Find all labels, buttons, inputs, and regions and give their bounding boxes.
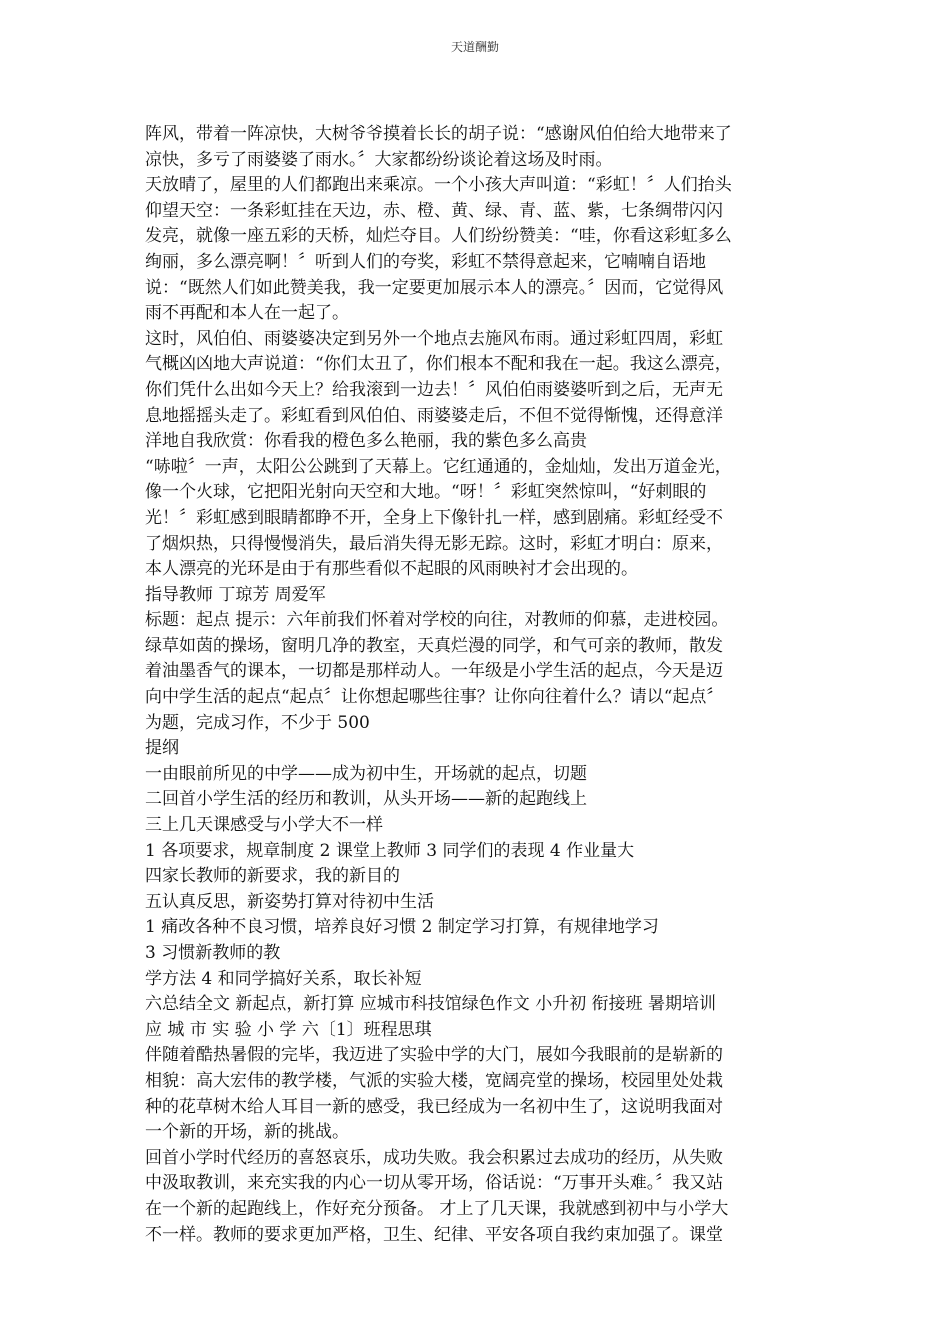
text-line: 仰望天空：一条彩虹挂在天边，赤、橙、黄、绿、青、蓝、紫，七条绸带闪闪 bbox=[145, 200, 723, 221]
text-line: 像一个火球，它把阳光射向天空和大地。“呀！〞彩虹突然惊叫，“好刺眼的 bbox=[145, 482, 707, 503]
text-line: 种的花草树木给人耳目一新的感受，我已经成为一名初中生了，这说明我面对 bbox=[145, 1096, 723, 1117]
text-line: “哧啦〞一声，太阳公公跳到了天幕上。它红通通的，金灿灿，发出万道金光， bbox=[145, 456, 732, 477]
text-line: 着油墨香气的课本，一切都是那样动人。一年级是小学生活的起点，今天是迈 bbox=[145, 661, 723, 682]
text-line: 伴随着酷热暑假的完毕，我迈进了实验中学的大门，展如今我眼前的是崭新的 bbox=[145, 1045, 723, 1066]
text-line: 中汲取教训，来充实我的内心一切从零开场，俗话说：“万事开头难。〞我又站 bbox=[145, 1173, 724, 1194]
text-line: 光！〞彩虹感到眼睛都睁不开，全身上下像针扎一样，感到剧痛。彩虹经受不 bbox=[145, 507, 723, 528]
text-line: 向中学生活的起点“起点〞让你想起哪些往事？让你向往着什么？请以“起点〞 bbox=[145, 687, 724, 708]
text-line: 六总结全文 新起点，新打算 应城市科技馆绿色作文 小升初 衔接班 暑期培训 bbox=[145, 994, 717, 1015]
text-line: 提纲 bbox=[145, 738, 179, 759]
text-line: 不一样。教师的要求更加严格，卫生、纪律、平安各项自我约束加强了。课堂 bbox=[145, 1224, 723, 1245]
text-line: 学方法 4 和同学搞好关系，取长补短 bbox=[145, 968, 422, 989]
text-line: 标题：起点 提示：六年前我们怀着对学校的向往，对教师的仰慕，走进校园。 bbox=[145, 610, 729, 631]
text-line: 了烟炽热，只得慢慢消失，最后消失得无影无踪。这时，彩虹才明白：原来， bbox=[145, 533, 723, 554]
text-line: 雨不再配和本人在一起了。 bbox=[145, 303, 349, 324]
text-line: 绚丽，多么漂亮啊！〞听到人们的夸奖，彩虹不禁得意起来，它喃喃自语地 bbox=[145, 251, 706, 272]
text-line: 3 习惯新教师的教 bbox=[145, 943, 281, 963]
text-line: 阵风，带着一阵凉快，大树爷爷摸着长长的胡子说：“感谢风伯伯给大地带来了 bbox=[145, 124, 732, 144]
text-line: 相貌：高大宏伟的教学楼，气派的实验大楼，宽阔亮堂的操场，校园里处处栽 bbox=[145, 1070, 723, 1091]
text-line: 你们凭什么出如今天上？给我滚到一边去！〞风伯伯雨婆婆听到之后，无声无 bbox=[145, 379, 723, 400]
text-line: 为题，完成习作，不少于 500 bbox=[145, 712, 370, 733]
text-line: 天放晴了，屋里的人们都跑出来乘凉。一个小孩大声叫道：“彩虹！〞人们抬头 bbox=[145, 175, 732, 196]
text-line: 这时，风伯伯、雨婆婆决定到另外一个地点去施风布雨。通过彩虹四周，彩虹 bbox=[145, 328, 723, 349]
text-line: 息地摇摇头走了。彩虹看到风伯伯、雨婆婆走后，不但不觉得惭愧，还得意洋 bbox=[145, 405, 723, 426]
text-line: 洋地自我欣赏：你看我的橙色多么艳丽，我的紫色多么高贵 bbox=[145, 431, 587, 452]
text-line: 本人漂亮的光环是由于有那些看似不起眼的风雨映衬才会出现的。 bbox=[145, 559, 638, 580]
text-line: 一由眼前所见的中学——成为初中生，开场就的起点，切题 bbox=[145, 763, 587, 784]
text-line: 应 城 市 实 验 小 学 六〔1〕班程思琪 bbox=[145, 1019, 432, 1040]
text-line: 1 痛改各种不良习惯，培养良好习惯 2 制定学习打算，有规律地学习 bbox=[145, 917, 659, 938]
document-body bbox=[145, 122, 817, 1248]
text-line: 二回首小学生活的经历和教训，从头开场——新的起跑线上 bbox=[145, 789, 587, 810]
text-line: 四家长教师的新要求，我的新目的 bbox=[145, 866, 400, 887]
text-line: 一个新的开场，新的挑战。 bbox=[145, 1122, 349, 1143]
text-line: 气概凶凶地大声说道：“你们太丑了，你们根本不配和我在一起。我这么漂亮， bbox=[145, 354, 732, 375]
text-line: 三上几天课感受与小学大不一样 bbox=[145, 815, 383, 836]
text-line: 说：“既然人们如此赞美我，我一定要更加展示本人的漂亮。〞因而，它觉得风 bbox=[145, 277, 724, 298]
text-line: 在一个新的起跑线上，作好充分预备。 才上了几天课，我就感到初中与小学大 bbox=[145, 1198, 729, 1219]
text-line: 五认真反思，新姿势打算对待初中生活 bbox=[145, 891, 434, 912]
page-header: 天道酬勤 bbox=[450, 40, 499, 54]
text-line: 凉快，多亏了雨婆婆了雨水。〞大家都纷纷谈论着这场及时雨。 bbox=[145, 149, 613, 170]
text-line: 发亮，就像一座五彩的天桥，灿烂夺目。人们纷纷赞美：“哇，你看这彩虹多么 bbox=[145, 226, 732, 247]
text-line: 1 各项要求，规章制度 2 课堂上教师 3 同学们的表现 4 作业量大 bbox=[145, 840, 635, 861]
text-line: 绿草如茵的操场，窗明几净的教室，天真烂漫的同学，和气可亲的教师，散发 bbox=[145, 635, 723, 656]
text-line: 指导教师 丁琼芳 周爱军 bbox=[145, 584, 326, 605]
text-line: 回首小学时代经历的喜怒哀乐，成功失败。我会积累过去成功的经历，从失败 bbox=[145, 1147, 723, 1168]
